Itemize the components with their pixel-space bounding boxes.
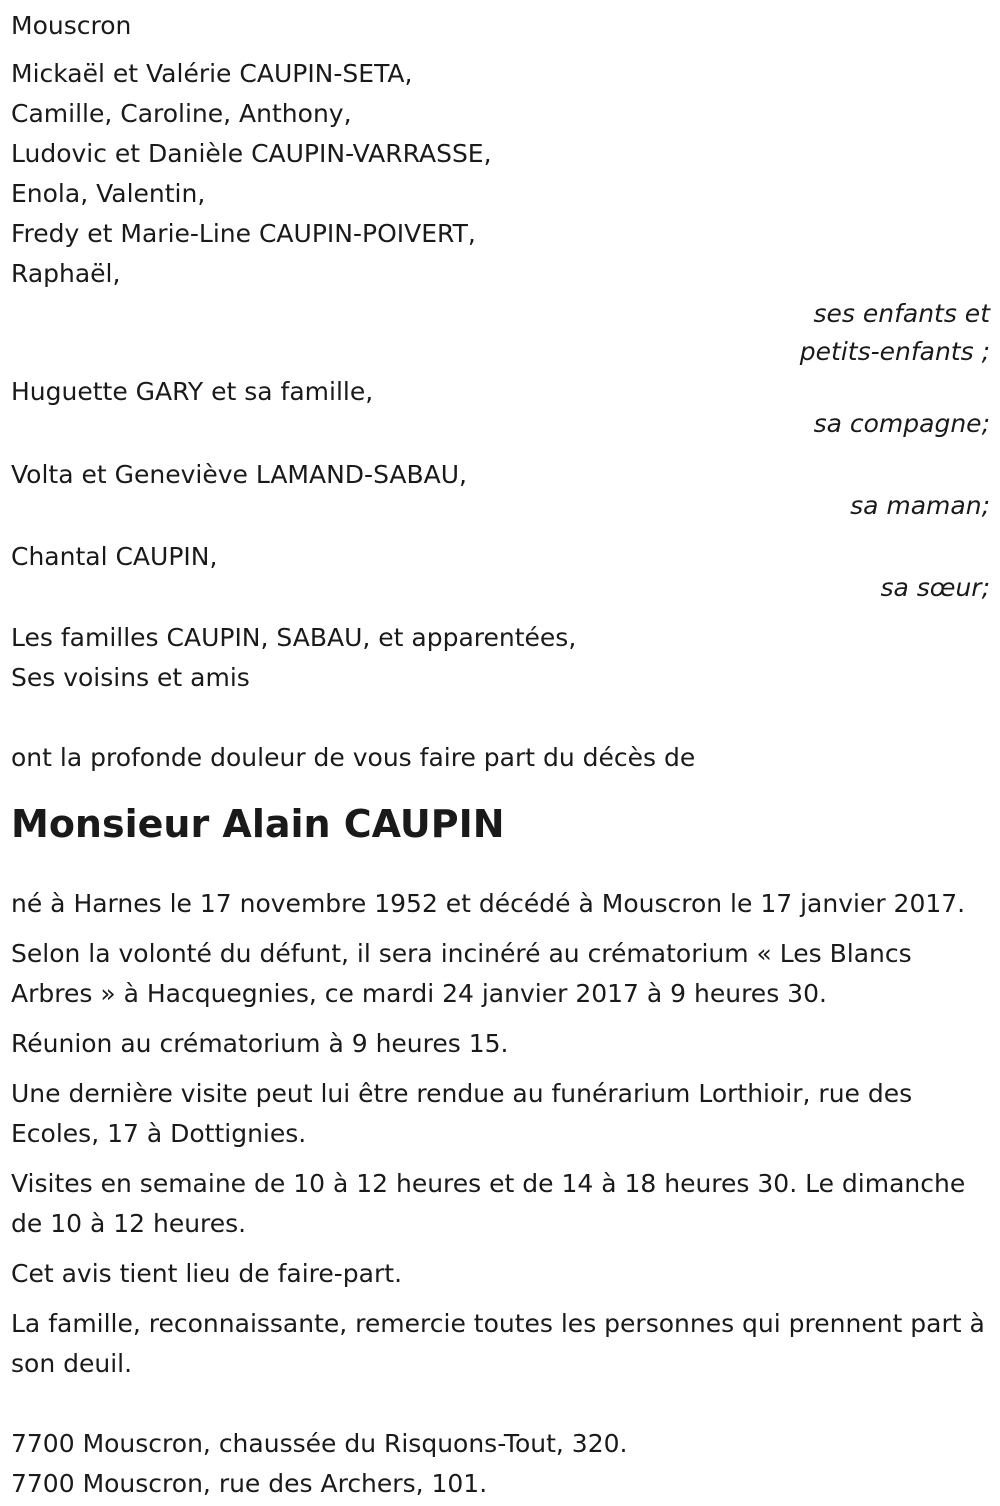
family-line: Enola, Valentin, [11,179,206,208]
visit-paragraph: Une dernière visite peut lui être rendue au funérarium Lorthioir, rue des Ecoles, 17 à Dottignies. [11,1079,913,1148]
role-children-1: ses enfants et [813,299,990,328]
role-sister: sa sœur; [880,573,990,602]
family-line: Camille, Caroline, Anthony, [11,99,352,128]
role-children-2: petits-enfants ; [799,337,990,366]
thanks-paragraph: La famille, reconnaissante, remercie toutes les personnes qui prennent part à son deuil. [11,1309,985,1378]
family-line: Ludovic et Danièle CAUPIN-VARRASSE, [11,139,492,168]
role-mother: sa maman; [850,491,990,520]
sister-name: Chantal CAUPIN, [11,542,218,571]
obituary-notice [11,6,990,1504]
notice-paragraph: Cet avis tient lieu de faire-part. [11,1259,403,1288]
family-line: Fredy et Marie-Line CAUPIN-POIVERT, [11,219,476,248]
family-list [11,54,990,294]
address-line: 7700 Mouscron, rue des Archers, 101. [11,1469,488,1498]
birth-death-paragraph: né à Harnes le 17 novembre 1952 et décédé à Mouscron le 17 janvier 2017. [11,889,966,918]
companion-name: Huguette GARY et sa famille, [11,377,374,406]
address-line: 7700 Mouscron, chaussée du Risquons-Tout, 320. [11,1429,628,1458]
visiting-hours-paragraph: Visites en semaine de 10 à 12 heures et de 14 à 18 heures 30. Le dimanche de 10 à 12 heures. [11,1169,966,1238]
cremation-paragraph: Selon la volonté du défunt, il sera incinéré au crématorium « Les Blancs Arbres » à Hacquegnies, ce mardi 24 janvier 2017 à 9 heures 30. [11,939,912,1008]
family-line: Raphaël, [11,259,121,288]
reunion-paragraph: Réunion au crématorium à 9 heures 15. [11,1029,509,1058]
families-line: Les familles CAUPIN, SABAU, et apparentées, [11,623,577,652]
neighbors-line: Ses voisins et amis [11,663,250,692]
location: Mouscron [11,11,132,40]
family-line: Mickaël et Valérie CAUPIN-SETA, [11,59,413,88]
announcement: ont la profonde douleur de vous faire part du décès de [11,743,696,772]
role-companion: sa compagne; [813,409,990,438]
address-list [11,1424,990,1504]
mother-name: Volta et Geneviève LAMAND-SABAU, [11,460,468,489]
deceased-name: Monsieur Alain CAUPIN [11,802,505,846]
